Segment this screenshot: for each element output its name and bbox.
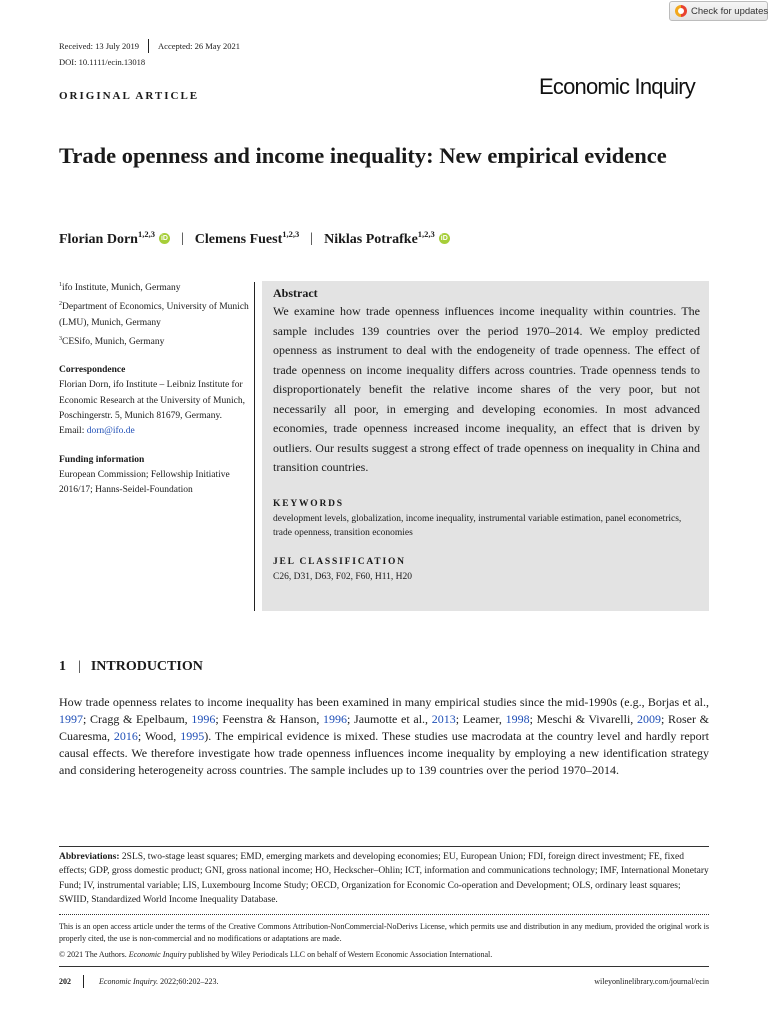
citation-link[interactable]: 1998 <box>505 711 530 726</box>
crossmark-icon <box>675 5 687 17</box>
author-name: Florian Dorn <box>59 232 138 247</box>
citation-link[interactable]: 2016 <box>113 728 138 743</box>
doi: DOI: 10.1111/ecin.13018 <box>59 57 146 67</box>
abstract-text: We examine how trade openness influences income inequality within countries. The sample includes 139 countries over the period 1970–2014. We employ predicted openness as instrument to deal with the endogeneity of trade openness. The effect of trade openness on income inequality differs across countries. Trade openness tends to disproportionately benefit the relative income shares of the very poor, but not necessarily all poor, in emerging and developing economies. In most advanced economies, trade openness increased income inequality, an effect that is driven by outliers. Our results suggest a strong effect of trade openness on inequality in China and transition countries. <box>273 304 700 474</box>
paragraph-text: ; Meschi & Vivarelli, <box>529 711 637 726</box>
footer-rule <box>59 966 709 967</box>
citation-link[interactable]: 1995 <box>180 728 205 743</box>
abbreviations-text: 2SLS, two-stage least squares; EMD, emerging markets and developing economies; EU, European Union; FDI, foreign direct investment; FE, fixed effects; GDP, gross domestic product; GNI, gross national income; HO, Heckscher–Ohlin; ICT, information and communications technology; IMF, International Monetary Fund; IV, instrumental variable; LIS, Luxembourg Income Study; OECD, Organization for Economic Co-operation and Development; OLS, ordinary least squares; SWIID, Standardized World Income Inequality Database. <box>59 852 709 905</box>
column-divider <box>254 282 255 611</box>
jel-codes: C26, D31, D63, F02, F60, H11, H20 <box>273 571 412 582</box>
footnote-rule <box>59 846 709 847</box>
page-number: 202 <box>59 977 71 986</box>
check-for-updates-label: Check for updates <box>691 5 768 17</box>
author-list <box>59 229 450 248</box>
funding-heading: Funding information <box>59 454 145 465</box>
accepted-date: Accepted: 26 May 2021 <box>158 41 240 51</box>
author-affiliation-sup: 1,2,3 <box>417 229 435 239</box>
funding-text: European Commission; Fellowship Initiative 2016/17; Hanns-Seidel-Foundation <box>59 469 230 496</box>
license-dotted-rule <box>59 914 709 915</box>
received-date: Received: 13 July 2019 <box>59 41 140 51</box>
paragraph-text: ; Roser & Cuaresma, <box>59 711 709 743</box>
keywords-heading: KEYWORDS <box>273 498 344 509</box>
affiliation-1: $^1$ifo Institute, Munich, Germany <box>59 282 181 293</box>
paragraph-text: ; Jaumotte et al., <box>347 711 432 726</box>
author-separator: | <box>310 230 314 246</box>
author-fuest <box>195 229 300 248</box>
affiliation-3: $^3$CESifo, Munich, Germany <box>59 335 165 347</box>
author-affiliation-sup: 1,2,3 <box>137 229 155 239</box>
author-name: Niklas Potrafke <box>324 232 418 247</box>
section-separator: | <box>78 659 81 674</box>
orcid-icon[interactable]: iD <box>160 235 168 242</box>
author-dorn <box>59 229 155 248</box>
copyright-journal: Economic Inquiry <box>128 950 187 959</box>
abbreviations-label: Abbreviations: <box>59 852 120 862</box>
affiliation-2: $^2$Department of Economics, University of Munich (LMU), Munich, Germany <box>59 301 249 328</box>
correspondence-email: Email: dorn@ifo.de <box>59 426 135 437</box>
article-dates <box>59 39 240 53</box>
jel-heading: JEL CLASSIFICATION <box>273 556 406 567</box>
paragraph-text: How trade openness relates to income inequality has been examined in many empirical studies since the mid-1990s (e.g., Borjas et al., <box>59 695 709 709</box>
paragraph-text: ; Cragg & Epelbaum, <box>83 711 192 726</box>
correspondence-heading: Correspondence <box>59 365 126 376</box>
check-for-updates-button[interactable] <box>669 1 768 21</box>
section-title: INTRODUCTION <box>90 659 203 674</box>
author-name: Clemens Fuest <box>194 232 283 247</box>
affiliation-column <box>59 278 249 499</box>
journal-url[interactable]: wileyonlinelibrary.com/journal/ecin <box>594 977 709 986</box>
abstract-box <box>262 281 709 611</box>
abstract-heading: Abstract <box>273 286 318 300</box>
citation-link[interactable]: 1996 <box>191 711 216 726</box>
abbreviations <box>59 850 709 907</box>
footer-citation: Economic Inquiry. 2022;60:202–223. <box>99 977 219 986</box>
section-number: 1 <box>59 659 66 674</box>
paragraph-text: ; Wood, <box>137 728 181 743</box>
citation-link[interactable]: 1996 <box>323 711 348 726</box>
license-text: This is an open access article under the terms of the Creative Commons Attribution-NonCommercial-NoDerivs License, which permits use and distribution in any medium, provided the original work is properly cited, the use is non-commercial and no modifications or adaptations are made. <box>59 922 709 943</box>
dates-divider <box>148 39 149 53</box>
paragraph-text: ; Feenstra & Hanson, <box>215 711 324 726</box>
page-footer <box>59 975 709 988</box>
citation-link[interactable]: 2013 <box>431 711 456 726</box>
citation-link[interactable]: 2009 <box>636 711 661 726</box>
journal-logo: Economic Inquiry <box>539 74 695 99</box>
paper-title: Trade openness and income inequality: New empirical evidence <box>59 143 667 168</box>
paragraph-text: ; Leamer, <box>455 711 506 726</box>
article-type: ORIGINAL ARTICLE <box>59 90 200 102</box>
citation-link[interactable]: 1997 <box>59 711 83 726</box>
copyright-line: © 2021 The Authors. Economic Inquiry published by Wiley Periodicals LLC on behalf of Western Economic Association International. <box>59 950 493 959</box>
keywords-text: development levels, globalization, income inequality, instrumental variable estimation, panel econometrics, trade openness, transition economies <box>273 513 682 538</box>
orcid-icon[interactable]: iD <box>440 235 448 242</box>
author-separator: | <box>180 230 184 246</box>
paragraph-text: ). The empirical evidence is mixed. These studies use macrodata at the country level and hardly report causal effects. We therefore investigate how trade openness influences income inequality by employing a new identification strategy and considering heterogeneity across countries. The sample includes up to 139 countries over the period 1970–2014. <box>59 728 709 777</box>
author-affiliation-sup: 1,2,3 <box>282 229 300 239</box>
author-potrafke <box>324 229 435 248</box>
email-link[interactable]: dorn@ifo.de <box>86 426 135 437</box>
introduction-paragraph <box>59 694 709 779</box>
correspondence-text: Florian Dorn, ifo Institute – Leibniz Institute for Economic Research at the University of Munich, Poschingerstr. 5, Munich 81679, Germany. <box>59 380 245 422</box>
footer-divider <box>83 975 84 988</box>
section-heading <box>59 659 203 675</box>
